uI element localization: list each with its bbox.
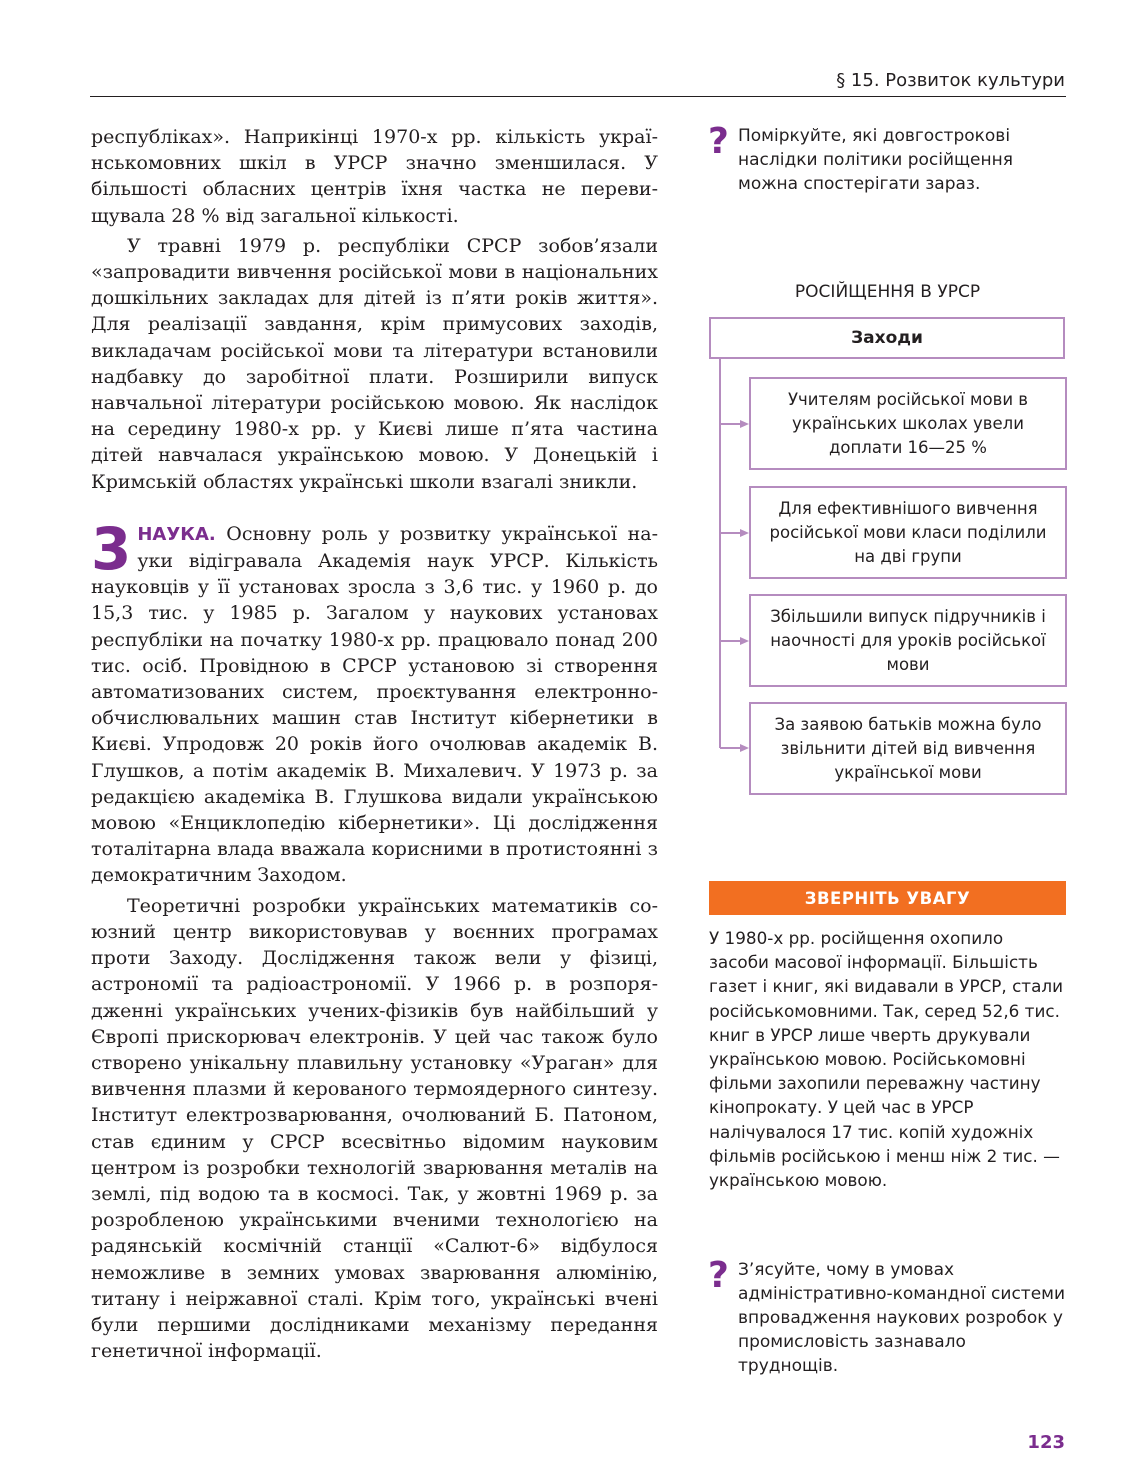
arrow-head-4	[740, 744, 749, 752]
diagram-title: РОСІЙЩЕННЯ В УРСР	[794, 282, 981, 302]
diagram-header-box: Заходи	[709, 317, 1065, 359]
diagram-item-1: Учителям російської мови в українських школах увели доплати 16—25 %	[749, 377, 1067, 470]
arrow-head-3	[740, 637, 749, 645]
question-text-2: З’ясуйте, чому в умовах адміністративно-командної системи впровадження наукових розробок у промисловість зазнавало труднощів.	[738, 1260, 1066, 1376]
note-body: У 1980-х рр. російщення охопило засоби масової інформації. Більшість газет і книг, які видавали в УРСР, стали російськомовними. Так, серед 52,6 тис. книг в УРСР лише чверть друкували українською мовою. Російськомовні фільми захопили переважну частину кінопрокату. У цей час в УРСР налічувалося 17 тис. копій художніх фільмів російською і менш ніж 2 тис. — українською мовою.	[709, 928, 1063, 1191]
paragraph-3	[91, 514, 658, 889]
arrow-head-1	[740, 420, 749, 428]
header-rule	[90, 96, 1066, 97]
diagram-item-2: Для ефективнішого вивчення російської мови класи поділили на дві групи	[749, 486, 1067, 579]
section-science	[91, 514, 658, 889]
section-title: НАУКА.	[137, 523, 216, 545]
arrow-head-2	[740, 529, 749, 537]
diagram-item-4: За заявою батьків можна було звільнити дітей від вивчення української мови	[749, 702, 1067, 795]
note-header: ЗВЕРНІТЬ УВАГУ	[709, 881, 1066, 915]
main-text-column	[91, 124, 658, 1364]
question-block-1	[708, 121, 1068, 196]
paragraph-3-text: Основну роль у розвитку української науки відігравала Академія наук УРСР. Кількість науковців у її установах зросла з 3,6 тис. у 1960 р. до 15,3 тис. у 1985 р. Загалом у наукових установах республіки на початку 1980-х рр. працювало понад 200 тис. осіб. Провідною в СРСР установою зі створення автоматизованих систем, проєктування електронно-обчислювальних машин став Інститут кібернетики в Києві. Упродовж 20 років його очолював академік В. Глушков, а потім академік В. Михалевич. У 1973 р. за редакцією академіка В. Глушкова видали українською мовою «Енциклопедію кібернетики». Ці дослідження тоталітарна влада вважала корисними в протистоянні з демократичним Заходом.	[91, 522, 658, 887]
running-header: § 15. Розвиток культури	[836, 70, 1065, 91]
section-number: 3	[91, 514, 132, 583]
question-block-2	[708, 1255, 1068, 1378]
paragraph-1: республіках». Наприкінці 1970-х рр. кількість українськомовних шкіл в УРСР значно зменшилася. У більшості обласних центрів їхня частка не перевищувала 28 % від загальної кількості.	[91, 126, 658, 227]
diagram-item-3: Збільшили випуск підручників і наочності для уроків російської мови	[749, 594, 1067, 687]
paragraph-4: Теоретичні розробки українських математиків союзний центр використовував у воєнних програмах проти Заходу. Дослідження також вели у фізиці, астрономії та радіоастрономії. У 1966 р. в розпорядженні українських учених-фізиків був найбільший у Європі прискорювач електронів. У цей час також було створено унікальну плавильну установку «Ураган» для вивчення плазми й керованого термоядерного синтезу. Інститут електрозварювання, очолюваний Б. Патоном, став єдиним у СРСР всесвітньо відомим науковим центром із розробки технологій зварювання металів на землі, під водою та в космосі. Так, у жовтні 1969 р. за розробленою українськими вченими технологією на радянській космічній станції «Салют-6» відбулося неможливе в земних умовах зварювання алюмінію, титану і неіржавної сталі. Крім того, українські вчені були першими дослідниками механізму передання генетичної інформації.	[91, 894, 658, 1363]
paragraph-2: У травні 1979 р. республіки СРСР зобов’язали «запровадити вивчення російської мови в національних дошкільних закладах для дітей із п’яти років життя». Для реалізації завдання, крім примусових заходів, викладачам російської мови та літератури встановили надбавку до заробітної плати. Розширили випуск навчальної літератури російською мовою. Як наслідок на середину 1980-х рр. у Києві лише п’ята частина дітей навчалася українською мовою. У Донецькій і Кримській областях українські школи взагалі зникли.	[91, 234, 658, 493]
question-mark-icon: ?	[708, 121, 729, 162]
question-mark-icon: ?	[708, 1255, 729, 1296]
question-text-1: Поміркуйте, які довгострокові наслідки політики російщення можна спостерігати зараз.	[738, 126, 1013, 194]
page-number: 123	[1027, 1432, 1065, 1453]
